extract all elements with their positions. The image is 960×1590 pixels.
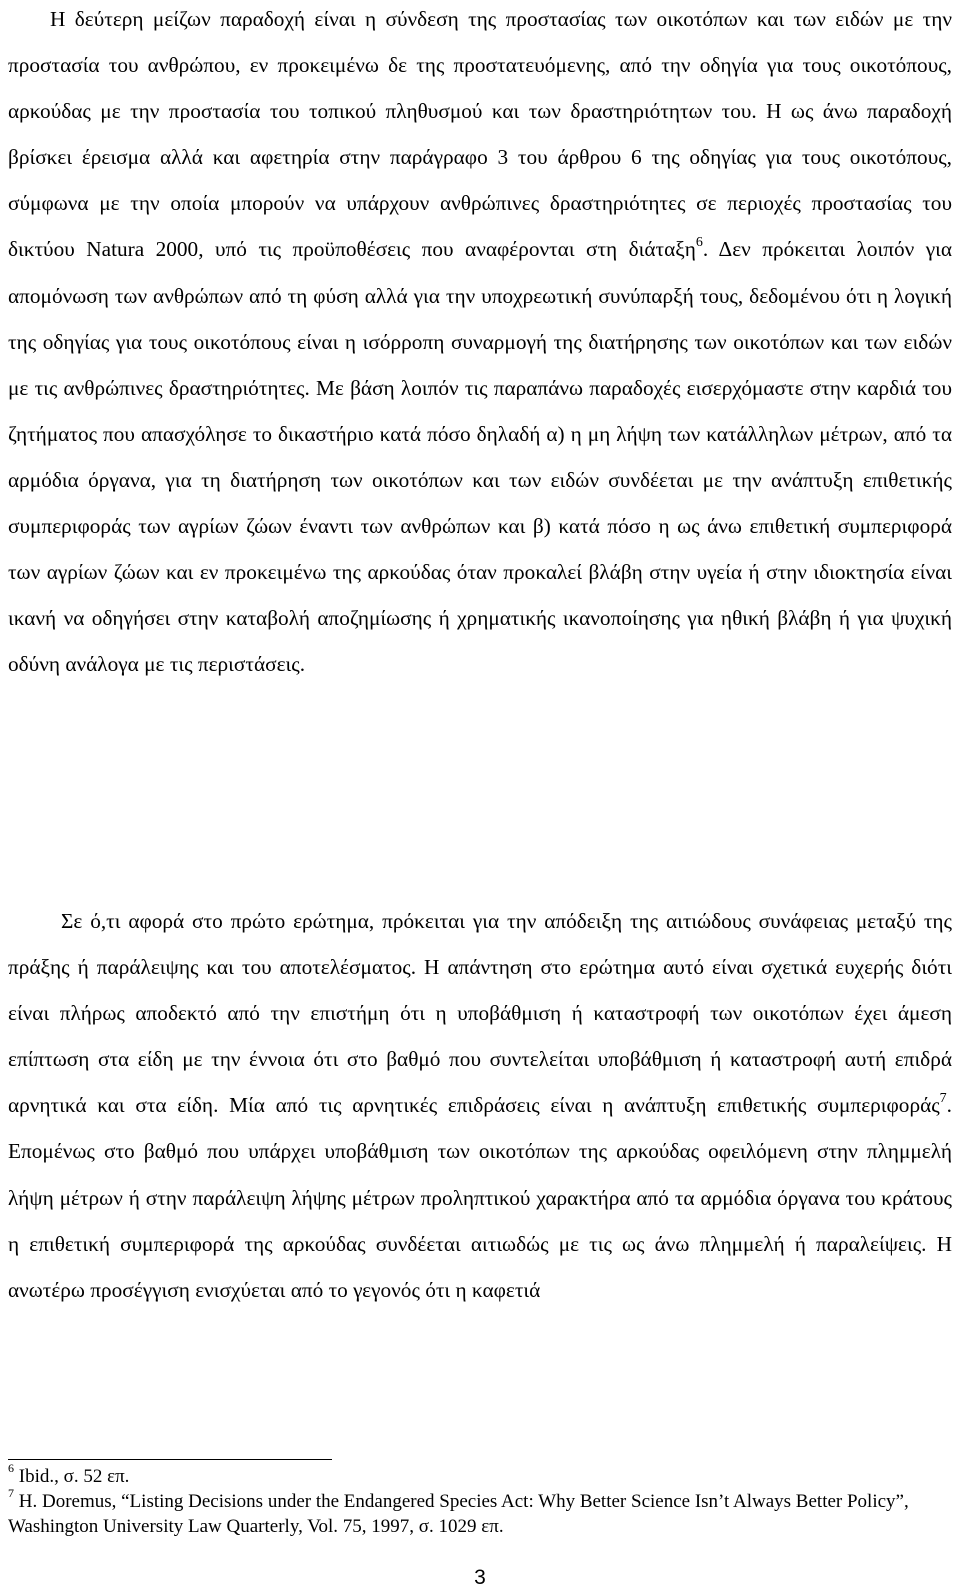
footnote-separator xyxy=(8,1459,332,1460)
footnote-ref-7[interactable]: 7 xyxy=(939,1091,947,1107)
footnote-text: Ibid., σ. 52 επ. xyxy=(14,1466,130,1487)
paragraph-1-text-b: . Δεν πρόκειται λοιπόν για απομόνωση των ανθρώπων από τη φύση αλλά για την υποχρεωτική συνύπαρξή τους, δεδομένου ότι η λογική της οδηγίας για τους οικοτόπους είναι η ισόρροπη συναρμογή της διατήρησης των οικοτόπων και των ειδών με τις ανθρώπινες δραστηριότητες. Με βάση λοιπόν τις παραπάνω παραδοχές εισερχόμαστε στην καρδιά του ζητήματος που απασχόλησε το δικαστήριο κατά πόσο δηλαδή α) η μη λήψη των κατάλληλων μέτρων, από τα αρμόδια όργανα, για τη διατήρηση των οικοτόπων και των ειδών συνδέεται με την ανάπτυξη επιθετικής συμπεριφοράς των αγρίων ζώων έναντι των ανθρώπων και β) κατά πόσο η ως άνω επιθετική συμπεριφορά των αγρίων ζώων και εν προκειμένω της αρκούδας όταν προκαλεί βλάβη στην υγεία ή στην ιδιοκτησία είναι ικανή να οδηγήσει στην καταβολή αποζημίωσης ή χρηματικής ικανοποίησης για ηθική βλάβη ή για ψυχική οδύνη ανάλογα με τις περιστάσεις. xyxy=(8,237,952,677)
footnotes xyxy=(8,1460,952,1539)
footnote-6 xyxy=(8,1460,952,1489)
footnote-ref-6[interactable]: 6 xyxy=(695,235,703,251)
paragraph-2-text-b: . Επομένως στο βαθμό που υπάρχει υποβάθμιση των οικοτόπων της αρκούδας οφειλόμενη στην πλημμελή λήψη μέτρων ή στην παράλειψη λήψης μέτρων προληπτικού χαρακτήρα από τα αρμόδια όργανα του κράτους η επιθετική συμπεριφορά της αρκούδας συνδέεται αιτιωδώς με τις ως άνω πλημμελή ή παραλείψεις. Η ανωτέρω προσέγγιση ενισχύεται από το γεγονός ότι η καφετιά xyxy=(8,1093,952,1302)
body-paragraph-1 xyxy=(8,0,952,687)
footnote-7 xyxy=(8,1485,952,1539)
paragraph-1-text-a: Η δεύτερη μείζων παραδοχή είναι η σύνδεση της προστασίας των οικοτόπων και των ειδών με την προστασία του ανθρώπου, εν προκειμένω δε της προστατευόμενης, από την οδηγία για τους οικοτόπους, αρκούδας με την προστασία του τοπικού πληθυσμού και των δραστηριότητων του. Η ως άνω παραδοχή βρίσκει έρεισμα αλλά και αφετηρία στην παράγραφο 3 του άρθρου 6 της οδηγίας για τους οικοτόπους, σύμφωνα με την οποία μπορούν να υπάρχουν ανθρώπινες δραστηριότητες σε περιοχές προστασίας του δικτύου Natura 2000, υπό τις προϋποθέσεις που αναφέρονται στη διάταξη xyxy=(8,7,952,262)
footnote-number: 7 xyxy=(8,1485,14,1500)
page-number: 3 xyxy=(474,1566,486,1589)
footnote-text: H. Doremus, “Listing Decisions under the Endangered Species Act: Why Better Science Isn’t Always Better Policy”, Washington University Law Quarterly, Vol. 75, 1997, σ. 1029 επ. xyxy=(8,1491,909,1537)
footnote-number: 6 xyxy=(8,1460,14,1475)
paragraph-2-text-a: Σε ό,τι αφορά στο πρώτο ερώτημα, πρόκειται για την απόδειξη της αιτιώδους συνάφειας μεταξύ της πράξης ή παράλειψης και του αποτελέσματος. Η απάντηση στο ερώτημα αυτό είναι σχετικά ευχερής διότι είναι πλήρως αποδεκτό από την επιστήμη ότι η υποβάθμιση ή καταστροφή των οικοτόπων έχει άμεση επίπτωση στα είδη με την έννοια ότι στο βαθμό που συντελείται υποβάθμιση ή καταστροφή αυτή επιδρά αρνητικά και στα είδη. Μία από τις αρνητικές επιδράσεις είναι η ανάπτυξη επιθετικής συμπεριφοράς xyxy=(8,909,952,1118)
body-paragraph-2 xyxy=(8,898,952,1313)
